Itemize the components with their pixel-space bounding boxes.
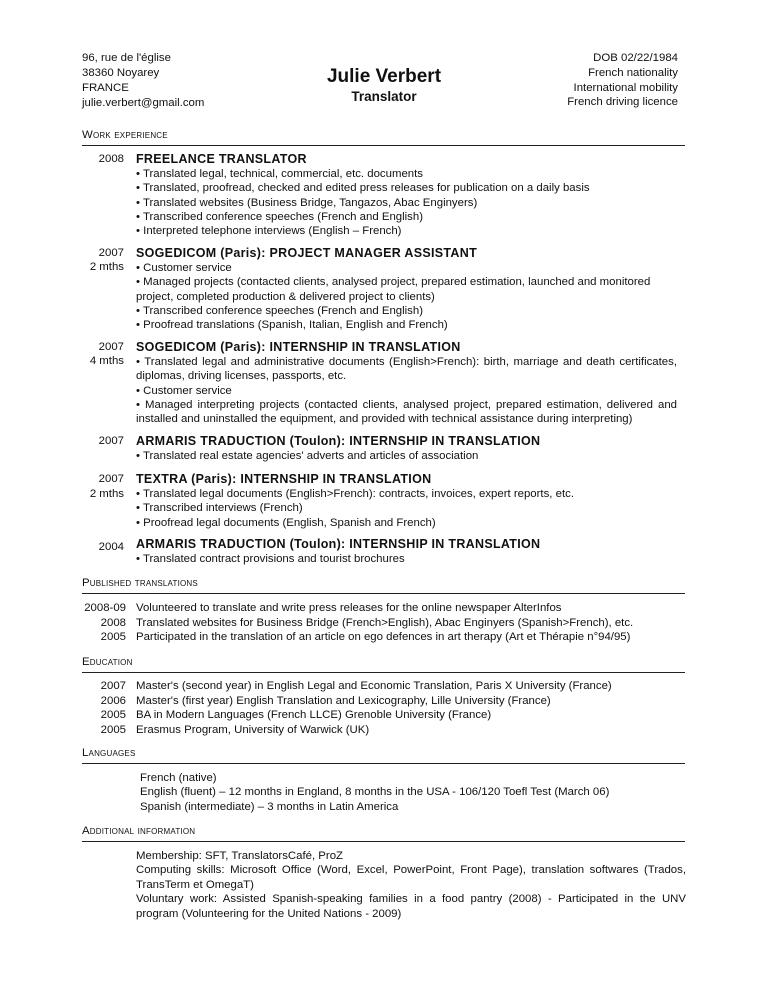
driving-licence: French driving licence [567, 96, 678, 109]
section-rule [82, 672, 685, 673]
item-text: Erasmus Program, University of Warwick (UK) [136, 723, 370, 736]
full-name: Julie Verbert [326, 66, 442, 87]
section-title-published: Published translations [82, 577, 198, 589]
list-item [82, 723, 685, 737]
item-text: Translated websites for Business Bridge (French>English), Abac Enginyers (Spanish>French), etc. [136, 616, 634, 629]
language-item: French (native) [140, 772, 217, 784]
section-title-additional: Additional information [82, 825, 196, 837]
additional-item: Voluntary work: Assisted Spanish-speaking families in a food pantry (2008) - Participated in the UNV program (Volunteering for the United Nations - 2009) [136, 893, 686, 920]
list-item [82, 601, 685, 615]
section-rule [82, 145, 685, 146]
item-date: 2008 [100, 616, 126, 629]
entry-duration: 2 mths [89, 488, 124, 500]
list-item [82, 630, 685, 644]
entry-date: 2007 [98, 247, 124, 259]
item-date: 2005 [100, 631, 126, 643]
item-date: 2005 [100, 709, 126, 721]
list-item [82, 679, 685, 693]
education-list [82, 679, 685, 739]
job-title: Translator [351, 89, 417, 104]
email: julie.verbert@gmail.com [82, 97, 205, 109]
item-date: 2008-09 [84, 602, 126, 614]
entry-item: • Transcribed conference speeches (French and English) [136, 304, 424, 317]
entry-item: • Translated contract provisions and tourist brochures [136, 553, 405, 565]
nationality: French nationality [588, 66, 678, 79]
section-title-education: Education [82, 656, 133, 668]
entry-date: 2007 [98, 435, 124, 447]
entry-title: TEXTRA (Paris): INTERNSHIP IN TRANSLATION [136, 472, 432, 486]
entry-item: • Transcribed conference speeches (French and English) [136, 210, 424, 223]
entry-title: FREELANCE TRANSLATOR [136, 152, 307, 166]
entry-duration: 2 mths [89, 261, 124, 273]
entry-item: • Transcribed interviews (French) [136, 502, 303, 515]
address-line: 96, rue de l'église [82, 52, 171, 64]
entry-item: • Interpreted telephone interviews (English – French) [136, 225, 402, 238]
entry-title: ARMARIS TRADUCTION (Toulon): INTERNSHIP IN TRANSLATION [136, 434, 541, 448]
entry-item: • Proofread legal documents (English, Spanish and French) [136, 516, 436, 529]
section-title-languages: Languages [82, 747, 136, 759]
list-item [82, 694, 685, 708]
section-rule [82, 763, 685, 764]
entry-item: • Translated real estate agencies' adverts and articles of association [136, 450, 479, 462]
item-text: Volunteered to translate and write press releases for the online newspaper AlterInfos [136, 602, 562, 614]
item-text: Participated in the translation of an article on ego defences in art therapy (Art et Thérapie n°94/95) [136, 631, 631, 643]
entry-item: • Customer service [136, 384, 232, 397]
item-text: Master's (second year) in English Legal and Economic Translation, Paris X University (France) [136, 680, 612, 692]
item-text: Master's (first year) English Translation and Lexicography, Lille University (France) [136, 694, 551, 707]
entry-item: • Managed projects (contacted clients, analysed project, prepared estimation, launched and monitored project, completed production & delivered project to clients) [136, 276, 651, 303]
personal-info [567, 51, 678, 110]
address-line: 38360 Noyarey [82, 67, 160, 79]
section-title-work: Work experience [82, 129, 168, 141]
entry-item: • Managed interpreting projects (contacted clients, analysed project, prepared estimation, delivered and installed and uninstalled the equipment, and provided with technical assistance during interpreting) [136, 398, 677, 426]
mobility: International mobility [573, 81, 678, 94]
additional-item: Computing skills: Microsoft Office (Word, Excel, PowerPoint, Front Page), translation softwares (Trados, TransTerm et OmegaT) [136, 864, 686, 891]
entry-date: 2008 [98, 153, 124, 165]
item-date: 2006 [100, 694, 126, 707]
entry-item: • Translated websites (Business Bridge, Tangazos, Abac Enginyers) [136, 196, 478, 209]
section-rule [82, 593, 685, 594]
additional-item: Membership: SFT, TranslatorsCafé, ProZ [136, 850, 343, 862]
entry-item: • Translated legal documents (English>French): contracts, invoices, expert reports, etc. [136, 488, 574, 500]
entry-duration: 4 mths [89, 355, 124, 367]
entry-title: SOGEDICOM (Paris): PROJECT MANAGER ASSISTANT [136, 246, 478, 260]
entry-date: 2007 [98, 341, 124, 353]
entry-title: ARMARIS TRADUCTION (Toulon): INTERNSHIP IN TRANSLATION [136, 537, 541, 551]
entry-item: • Translated legal and administrative documents (English>French): birth, marriage and death certificates, diplomas, driving licenses, passports, etc. [136, 356, 677, 383]
published-list [82, 601, 685, 647]
entry-item: • Translated, proofread, checked and edited press releases for publication on a daily basis [136, 182, 590, 195]
language-item: Spanish (intermediate) – 3 months in Latin America [140, 800, 399, 813]
dob: DOB 02/22/1984 [593, 52, 678, 64]
language-item: English (fluent) – 12 months in England, 8 months in the USA - 106/120 Toefl Test (March 06) [140, 786, 610, 799]
entry-item: • Customer service [136, 262, 232, 274]
section-rule [82, 841, 685, 842]
list-item [82, 616, 685, 630]
list-item [82, 708, 685, 722]
address-line: FRANCE [82, 82, 129, 94]
item-date: 2005 [100, 723, 126, 736]
entry-title: SOGEDICOM (Paris): INTERNSHIP IN TRANSLATION [136, 340, 461, 354]
entry-item: • Proofread translations (Spanish, Italian, English and French) [136, 319, 448, 332]
entry-date: 2007 [98, 473, 124, 485]
additional-list [136, 849, 686, 921]
entry-date: 2004 [98, 541, 124, 553]
item-text: BA in Modern Languages (French LLCE) Grenoble University (France) [136, 709, 492, 721]
item-date: 2007 [100, 680, 126, 692]
entry-item: • Translated legal, technical, commercial, etc. documents [136, 168, 423, 180]
languages-list [140, 771, 690, 814]
